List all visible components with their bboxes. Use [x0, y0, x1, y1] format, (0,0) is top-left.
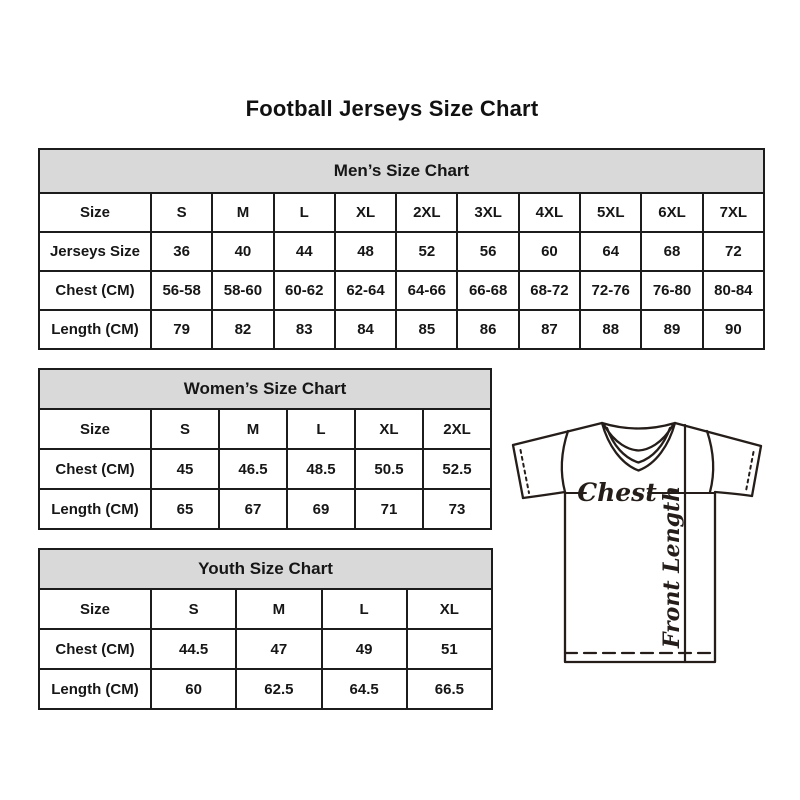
size-table — [38, 548, 493, 710]
size-cell: 72-76 — [580, 271, 641, 310]
row-label: Chest (CM) — [39, 629, 151, 669]
size-cell: 40 — [212, 232, 273, 271]
size-cell: 48 — [335, 232, 396, 271]
right-shoulder-line — [675, 423, 761, 446]
size-cell: 56 — [457, 232, 518, 271]
size-cell: 72 — [703, 232, 764, 271]
size-cell: 7XL — [703, 193, 764, 232]
table-title-row — [39, 369, 491, 409]
size-cell: 64 — [580, 232, 641, 271]
size-cell: 44.5 — [151, 629, 236, 669]
size-cell: 84 — [335, 310, 396, 349]
size-cell: M — [236, 589, 321, 629]
size-cell: 4XL — [519, 193, 580, 232]
table-row — [39, 669, 492, 709]
row-label: Chest (CM) — [39, 271, 151, 310]
table-row — [39, 449, 491, 489]
size-cell: 52 — [396, 232, 457, 271]
size-cell: 85 — [396, 310, 457, 349]
size-cell: 51 — [407, 629, 492, 669]
size-cell: S — [151, 409, 219, 449]
jersey-body-outline — [565, 492, 715, 662]
size-cell: 58-60 — [212, 271, 273, 310]
table-row — [39, 589, 492, 629]
size-cell: 80-84 — [703, 271, 764, 310]
size-cell: 36 — [151, 232, 212, 271]
right-cuff-dashed — [746, 452, 754, 491]
size-table — [38, 368, 492, 530]
row-label: Size — [39, 589, 151, 629]
size-cell: 48.5 — [287, 449, 355, 489]
size-cell: 5XL — [580, 193, 641, 232]
size-cell: 60-62 — [274, 271, 335, 310]
table-title: Men’s Size Chart — [39, 149, 764, 193]
size-cell: 64.5 — [322, 669, 407, 709]
table-row — [39, 193, 764, 232]
size-cell: 66.5 — [407, 669, 492, 709]
table-row — [39, 271, 764, 310]
size-cell: 65 — [151, 489, 219, 529]
row-label: Size — [39, 409, 151, 449]
right-underarm-line — [715, 492, 752, 496]
front-length-label: Front Length — [659, 485, 685, 649]
size-cell: 90 — [703, 310, 764, 349]
size-cell: 56-58 — [151, 271, 212, 310]
size-cell: 62-64 — [335, 271, 396, 310]
youth-size-chart — [38, 548, 493, 708]
size-cell: 68-72 — [519, 271, 580, 310]
size-cell: 76-80 — [641, 271, 702, 310]
table-title-row — [39, 149, 764, 193]
left-body-seam — [562, 431, 568, 492]
row-label: Length (CM) — [39, 489, 151, 529]
size-cell: S — [151, 193, 212, 232]
size-cell: M — [219, 409, 287, 449]
table-title-row — [39, 549, 492, 589]
size-cell: 3XL — [457, 193, 518, 232]
size-cell: M — [212, 193, 273, 232]
size-cell: 89 — [641, 310, 702, 349]
size-cell: 69 — [287, 489, 355, 529]
table-title: Women’s Size Chart — [39, 369, 491, 409]
collar-top-edge — [602, 423, 675, 429]
size-cell: 60 — [519, 232, 580, 271]
size-cell: 83 — [274, 310, 335, 349]
table-title: Youth Size Chart — [39, 549, 492, 589]
row-label: Jerseys Size — [39, 232, 151, 271]
size-cell: 64-66 — [396, 271, 457, 310]
size-cell: 73 — [423, 489, 491, 529]
size-cell: 52.5 — [423, 449, 491, 489]
jersey-diagram-svg — [500, 404, 775, 670]
table-row — [39, 489, 491, 529]
size-cell: 62.5 — [236, 669, 321, 709]
right-body-seam — [707, 431, 713, 492]
size-cell: 2XL — [423, 409, 491, 449]
jersey-measurement-diagram — [500, 404, 775, 670]
size-cell: 44 — [274, 232, 335, 271]
size-cell: L — [287, 409, 355, 449]
womens-size-chart — [38, 368, 492, 528]
left-shoulder-line — [513, 423, 602, 445]
size-cell: XL — [355, 409, 423, 449]
row-label: Length (CM) — [39, 669, 151, 709]
size-cell: 60 — [151, 669, 236, 709]
table-row — [39, 629, 492, 669]
size-cell: 6XL — [641, 193, 702, 232]
size-cell: 49 — [322, 629, 407, 669]
size-cell: 86 — [457, 310, 518, 349]
size-cell: 88 — [580, 310, 641, 349]
size-cell: L — [322, 589, 407, 629]
row-label: Length (CM) — [39, 310, 151, 349]
size-cell: 45 — [151, 449, 219, 489]
size-cell: L — [274, 193, 335, 232]
size-table — [38, 148, 765, 350]
size-cell: 67 — [219, 489, 287, 529]
size-cell: XL — [335, 193, 396, 232]
size-cell: 79 — [151, 310, 212, 349]
size-cell: 66-68 — [457, 271, 518, 310]
size-cell: 46.5 — [219, 449, 287, 489]
size-cell: 2XL — [396, 193, 457, 232]
size-cell: 87 — [519, 310, 580, 349]
chest-label: Chest — [577, 478, 657, 507]
size-cell: 50.5 — [355, 449, 423, 489]
size-cell: 68 — [641, 232, 702, 271]
table-row — [39, 310, 764, 349]
table-row — [39, 409, 491, 449]
size-cell: S — [151, 589, 236, 629]
page-title: Football Jerseys Size Chart — [245, 96, 539, 121]
collar-v-inner — [607, 428, 670, 463]
row-label: Chest (CM) — [39, 449, 151, 489]
size-cell: 71 — [355, 489, 423, 529]
row-label: Size — [39, 193, 151, 232]
mens-size-chart — [38, 148, 765, 348]
size-cell: 82 — [212, 310, 273, 349]
table-row — [39, 232, 764, 271]
size-cell: 47 — [236, 629, 321, 669]
size-cell: XL — [407, 589, 492, 629]
